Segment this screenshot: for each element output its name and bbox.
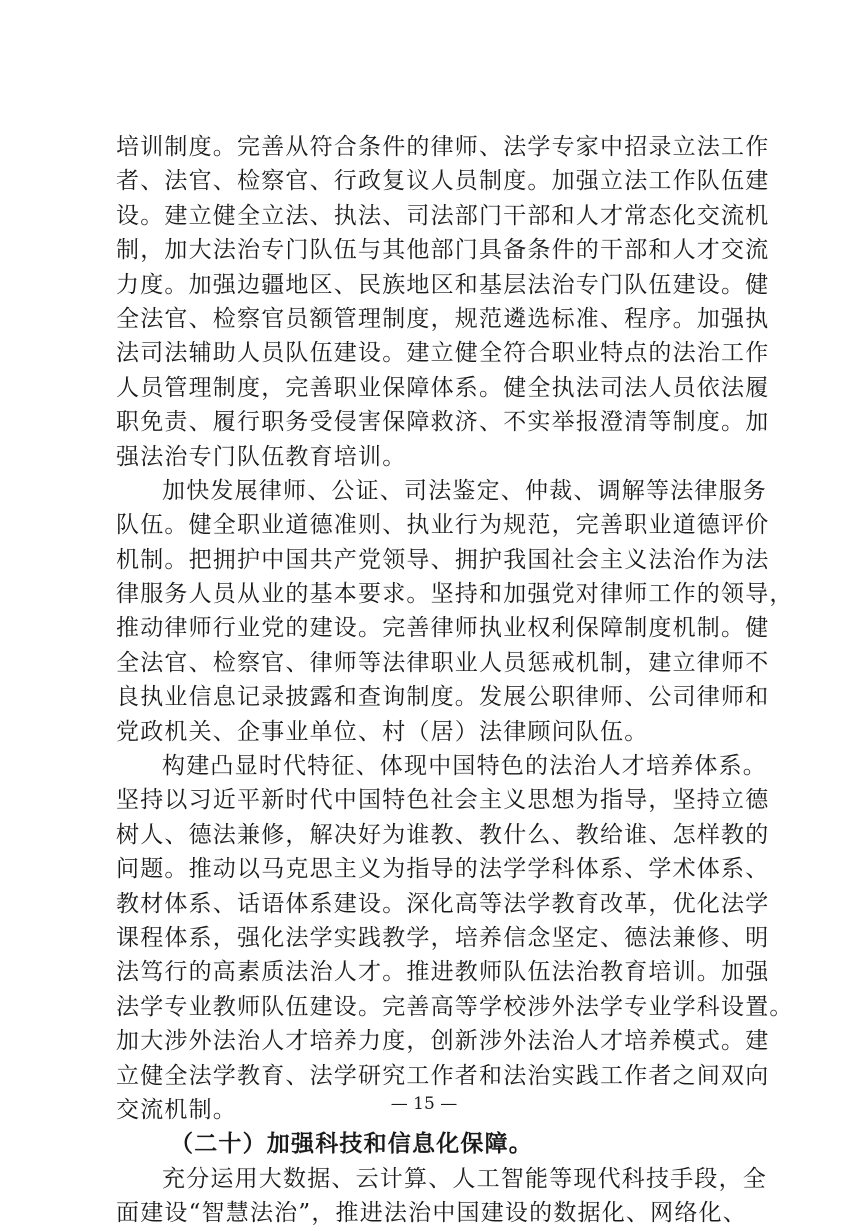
text-line: 法笃行的高素质法治人才。推进教师队伍法治教育培训。加强 — [116, 959, 770, 986]
body-text — [116, 130, 794, 1231]
text-line: 教材体系、话语体系建设。深化高等法学教育改革，优化法学 — [116, 890, 770, 917]
text-line: 加大涉外法治人才培养力度，创新涉外法治人才培养模式。建 — [116, 1028, 770, 1055]
page-number: — 15 — — [390, 1094, 458, 1114]
text-line: 立健全法学教育、法学研究工作者和法治实践工作者之间双向 — [116, 1062, 770, 1089]
text-line: 职免责、履行职务受侵害保障救济、不实举报澄清等制度。加 — [116, 409, 770, 436]
paragraph-first-line: 构建凸显时代特征、体现中国特色的法治人才培养体系。 — [162, 753, 767, 780]
text-line: 培训制度。完善从符合条件的律师、法学专家中招录立法工作 — [116, 134, 770, 160]
text-line: 者、法官、检察官、行政复议人员制度。加强立法工作队伍建 — [116, 168, 770, 195]
text-line: 坚持以习近平新时代中国特色社会主义思想为指导，坚持立德 — [116, 787, 770, 814]
text-line: 面建设“智慧法治”，推进法治中国建设的数据化、网络化、 — [116, 1200, 747, 1227]
text-line: 全法官、检察官员额管理制度，规范遴选标准、程序。加强执 — [116, 305, 770, 332]
text-line: 交流机制。 — [116, 1096, 237, 1123]
text-line: 律服务人员从业的基本要求。坚持和加强党对律师工作的领导， — [116, 581, 794, 608]
text-line: 党政机关、企事业单位、村（居）法律顾问队伍。 — [116, 718, 649, 745]
paragraph-first-line: 充分运用大数据、云计算、人工智能等现代科技手段，全 — [162, 1165, 767, 1192]
text-line: 课程体系，强化法学实践教学，培养信念坚定、德法兼修、明 — [116, 924, 770, 951]
text-line: 机制。把拥护中国共产党领导、拥护我国社会主义法治作为法 — [116, 546, 770, 573]
text-line: 力度。加强边疆地区、民族地区和基层法治专门队伍建设。健 — [116, 271, 770, 298]
text-line: 队伍。健全职业道德准则、执业行为规范，完善职业道德评价 — [116, 512, 770, 539]
paragraph-first-line: 加快发展律师、公证、司法鉴定、仲裁、调解等法律服务 — [162, 477, 767, 504]
section-heading: （二十）加强科技和信息化保障。 — [170, 1130, 533, 1158]
text-line: 良执业信息记录披露和查询制度。发展公职律师、公司律师和 — [116, 684, 770, 711]
text-line: 人员管理制度，完善职业保障体系。健全执法司法人员依法履 — [116, 374, 770, 401]
text-line: 推动律师行业党的建设。完善律师执业权利保障制度机制。健 — [116, 615, 770, 642]
text-line: 法学专业教师队伍建设。完善高等学校涉外法学专业学科设置。 — [116, 993, 794, 1020]
text-line: 强法治专门队伍教育培训。 — [116, 443, 407, 470]
text-line: 法司法辅助人员队伍建设。建立健全符合职业特点的法治工作 — [116, 340, 770, 367]
text-line: 全法官、检察官、律师等法律职业人员惩戒机制，建立律师不 — [116, 649, 770, 676]
text-line: 树人、德法兼修，解决好为谁教、教什么、教给谁、怎样教的 — [116, 821, 770, 848]
text-line: 设。建立健全立法、执法、司法部门干部和人才常态化交流机 — [116, 202, 770, 229]
text-line: 制，加大法治专门队伍与其他部门具备条件的干部和人才交流 — [116, 237, 770, 264]
text-line: 问题。推动以马克思主义为指导的法学学科体系、学术体系、 — [116, 856, 770, 883]
